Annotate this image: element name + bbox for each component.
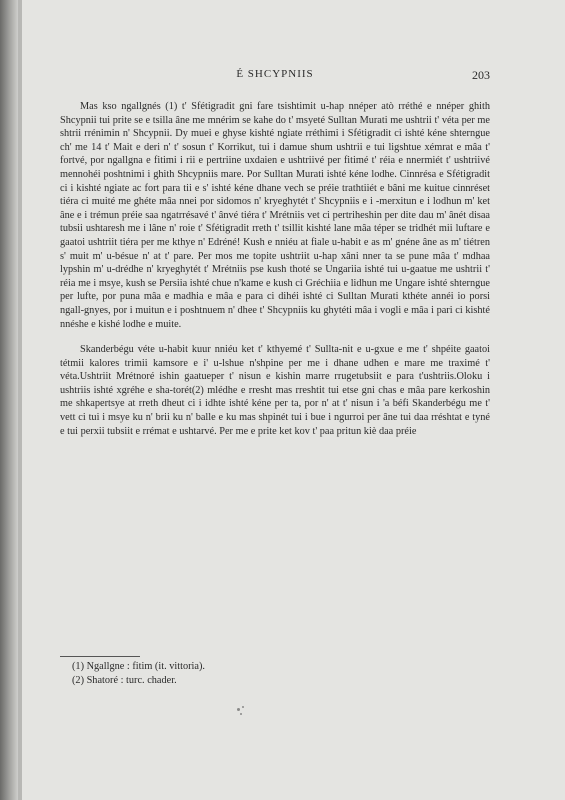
book-binding-shadow [0,0,18,800]
footnote-divider [60,656,140,657]
page-number: 203 [472,68,490,82]
body-text [60,100,490,438]
paragraph-1: Mas kso ngallgnés (1) t' Sfétigradit gni fare tsishtimit u-hap nnéper atò rréthé e nnéper ghith Shcypnii tui prite se e tsilla âne me mnérim se kahe do t' msyeté Sulltan Murati me ushtrii t' véta per me shtrii rrénimin n' Shcypnii. Dy muei e ghyse kishté ngiate rréthimi i Sfétigradit ci ishté kéne shterngue ch' me 14 t' Mait e deri n' t' sosun t' Korrikut, tui i damue shum ushtrii e tui ligshtue xémrat e mâa t' fortvé, por ngallgna e fitimi i rii e pertriine uxdaien e ushtriivé per fitimé t' réia e nnermiét t' ushtriivé mennohéi poshtnimi i ghith Shcypniis mare. Por Sulltan Murati ishté kéne lodhe. Cinnrésa e Sfétigradit ci i kishté ngiate ac fort para tii e s' ishté kéne dhane vech se préie trathtiiét e bâni me kuitue cinnréset tiéra ci muité me ghéte mâa nnei por sidomos n' kryeghytét t' Shcypniis e i -merxitun e i lodhun m' ket âne e i trémun préie saa ngatrrésavé t' ânvé tiéra t' Mrétniis vet ci pertriheshin per dite dau m' ânét disaa tubsii ushtaresh me i lâne n' roie t' Sfétigradit rreth t' tsillit kishté lane mâa téper se tridhét mii luftare e gaatoi ushtriit tiéra per me kthye n' Edréné! Kush e nniéu at fiale u-habit e as m' gnéne âne as m' tiétren s' muit m' u-bésue n' at t' pare. Per mos me topite ushtriit u-hap xâni nner ta se pune mâa t' mdhaa lypshin m' u-drédhe n' kryeghytét t' Mrétniis pse kush thoté se Ungariia ishté tui u-gaatue me ushtrii t' réia me i msye, kush se Persiia ishté chue n'kame e kush ci Gréchiia e lidhun me Ungare ishté shterngue per lufte, por puna mâa e madhia e mâa e para ci dihéi ishté ci Sulltan Murati kthéte annéi io porsi ngall-gnyes, por i muitun e i poshtnuem n' dhee t' Shcypniis ku ghytéti mâa i vogli e mâa i pari ci kishté nnéshe e kishé lodhe e muite. [60,101,490,330]
paragraph-2: Skanderbégu véte u-habit kuur nniéu ket t' kthyemé t' Sullta-nit e u-gxue e me t' shpéite gaatoi tétmii kalores trimii kamsore e i' u-lshue n'shpine per me i dhane udhen e mare me traximé t' véta.Ushtriit Mrétnoré ishin gaatueper t' nisun e kishin marre rrugetubsiit e para t'ushtriis.Oloku i ushtriis ishté xgréhe e sha-torét(2) mlédhe e rresht mas rreshtit tui etse gni chas e mâa pare kerkoshin me shkapertsye at rreth dheut ci i idhte ishté kéne per ta, por n' at t' nisun i 'a béfi Skanderbégu me t' vett ci tui i msye ku n' brii ku n' balle e ku mas shpinét tui i bue i ngurroi per âne tui daa rréshtat e tyné e tui perxii tubsiit e rrémat e ushtarvé. Per me e prite ket kov t' paa pritun kiè daa préie [60,344,490,437]
page-edge [18,0,22,800]
running-head: É SHCYPNIIS [236,68,314,80]
footnote-1: (1) Ngallgne : fitim (it. vittoria). [72,661,205,672]
paper-specks [235,705,247,717]
footnote-2: (2) Shatoré : turc. chader. [72,675,177,686]
page-header [60,68,490,86]
footnotes [72,660,472,688]
